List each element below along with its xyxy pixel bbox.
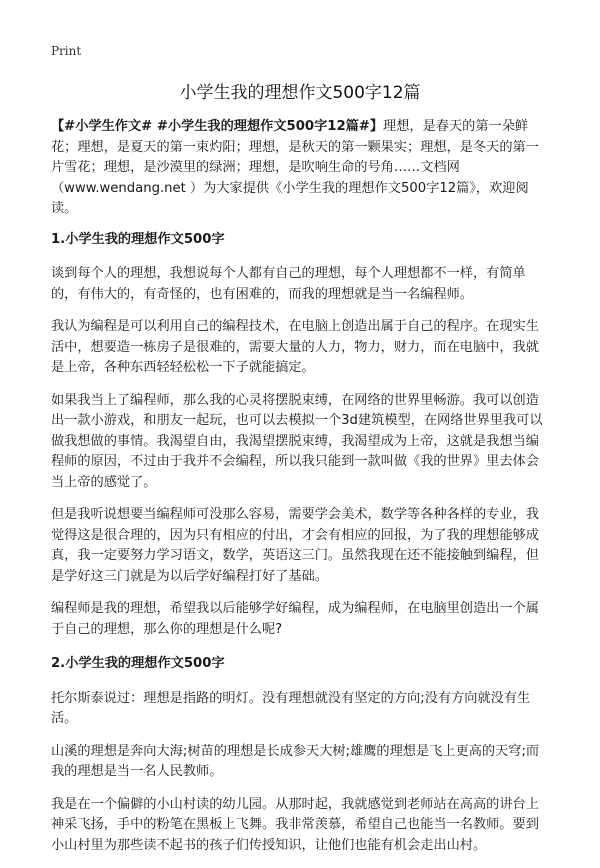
document-body	[51, 117, 551, 868]
document-title: 小学生我的理想作文500字12篇	[179, 83, 421, 103]
paragraph: 我是在一个偏僻的小山村读的幼儿园。从那时起，我就感觉到老师站在高高的讲台上神采飞扬，手中的粉笔在黑板上飞舞。我非常羡慕，希望自己也能当一名教师。要到小山村里为那些读不起书的孩子们传授知识，让他们也能有机会走出山村。	[51, 796, 539, 853]
intro-text: 理想，是春天的第一朵鲜花；理想，是夏天的第一束灼阳；理想，是秋天的第一颗果实；理想，是冬天的第一片雪花；理想，是沙漠里的绿洲；理想，是吹响生命的号角……文档网（www.wendang.net ）为大家提供《小学生我的理想作文500字12篇》，欢迎阅读。	[51, 119, 539, 216]
section-heading: 2.小学生我的理想作文500字	[51, 656, 225, 671]
paragraph: 我认为编程是可以利用自己的编程技术，在电脑上创造出属于自己的程序。在现实生活中，想要造一栋房子是很难的，需要大量的人力，物力，财力，而在电脑中，我就是上帝，各种东西轻轻松松一下子就能搞定。	[51, 319, 539, 375]
paragraph: 谈到每个人的理想，我想说每个人都有自己的理想，每个人理想都不一样，有简单的，有伟大的，有奇怪的，也有困难的，而我的理想就是当一名编程师。	[51, 266, 526, 302]
intro-tag: 【#小学生作文# #小学生我的理想作文500字12篇#】	[51, 119, 384, 134]
intro-paragraph	[51, 117, 551, 220]
paragraph: 如果我当上了编程师，那么我的心灵将摆脱束缚，在网络的世界里畅游。我可以创造出一款小游戏，和朋友一起玩，也可以去模拟一个3d建筑模型，在网络世界里我可以做我想做的事情。我渴望自由，我渴望摆脱束缚，我渴望成为上帝，这就是我想当编程师的原因，不过由于我并不会编程，所以我只能到一款叫做《我的世界》里去体会当上帝的感觉了。	[51, 392, 543, 490]
print-label[interactable]: Print	[51, 44, 82, 58]
section-heading: 1.小学生我的理想作文500字	[51, 231, 225, 247]
paragraph: 山溪的理想是奔向大海;树苗的理想是长成参天大树;雄鹰的理想是飞上更高的天穹;而我的理想是当一名人民教师。	[51, 743, 540, 779]
paragraph: 但是我听说想要当编程师可没那么容易，需要学会美术，数学等各种各样的专业，我觉得这是很合理的，因为只有相应的付出，才会有相应的回报，为了我的理想能够成真，我一定要努力学习语文，数学，英语这三门。虽然我现在还不能接触到编程，但是学好这三门就是为以后学好编程打好了基础。	[51, 507, 539, 584]
paragraph: 托尔斯泰说过：理想是指路的明灯。没有理想就没有坚定的方向;没有方向就没有生活。	[51, 690, 531, 726]
paragraph: 编程师是我的理想，希望我以后能够学好编程，成为编程师，在电脑里创造出一个属于自己的理想，那么你的理想是什么呢?	[51, 601, 539, 637]
